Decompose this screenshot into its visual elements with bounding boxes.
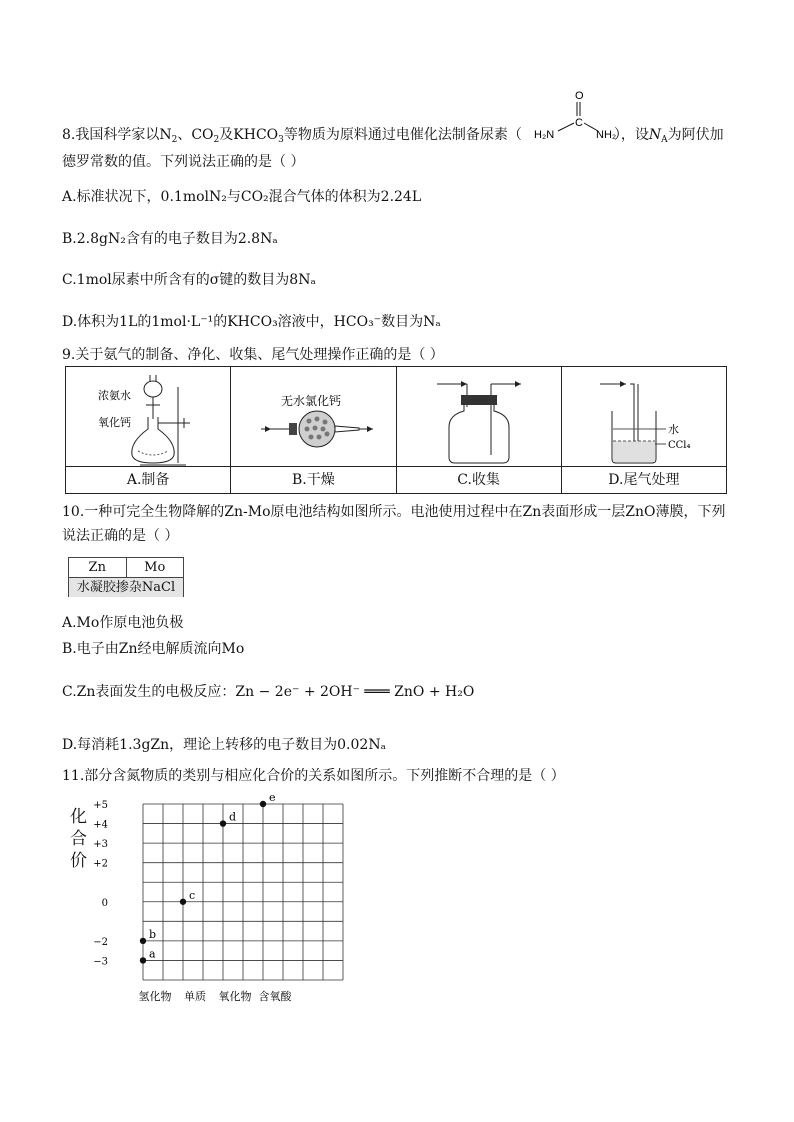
- data-point-e: [260, 801, 266, 807]
- tail-gas-absorption-drawing: [562, 367, 727, 469]
- q8-option-a: A.标准状况下，0.1molN₂与CO₂混合气体的体积为2.24L: [62, 189, 422, 205]
- urea-h2n-label: H₂N: [534, 129, 555, 141]
- q10-stem-line2: 说法正确的是（ ）: [62, 528, 179, 544]
- data-point-label-b: b: [149, 927, 157, 941]
- data-point-label-c: c: [189, 888, 196, 902]
- chart-y-ticks: [93, 800, 108, 967]
- y-tick-label: +5: [93, 800, 108, 811]
- chart-grid: [143, 804, 343, 980]
- flask-preparation-drawing: [66, 367, 231, 469]
- apparatus-table: [65, 366, 727, 494]
- x-category-label: 氧化物: [218, 990, 252, 1003]
- data-point-label-e: e: [269, 791, 276, 804]
- caption-b: B.干燥: [231, 466, 395, 493]
- data-point-label-d: d: [229, 810, 237, 824]
- label-ccl4: CCl₄: [667, 440, 691, 451]
- data-point-c: [180, 899, 186, 905]
- caption-a: A.制备: [66, 466, 230, 493]
- q10-option-c: C.Zn表面发生的电极反应：Zn − 2e⁻ + 2OH⁻ ═══ ZnO + H₂O: [62, 684, 475, 700]
- label-concentrated-ammonia: 浓氨水: [98, 389, 131, 402]
- data-point-a: [140, 957, 146, 963]
- data-point-b: [140, 938, 146, 944]
- data-point-d: [220, 820, 226, 826]
- y-tick-label: −3: [93, 956, 108, 968]
- urea-carbon-label: C: [575, 117, 583, 129]
- chart-points: [140, 791, 276, 964]
- urea-nh2-label: NH₂: [596, 129, 617, 141]
- q9-stem: 9.关于氨气的制备、净化、收集、尾气处理操作正确的是（ ）: [62, 347, 444, 363]
- data-point-label-a: a: [149, 947, 156, 961]
- q8-option-c: C.1mol尿素中所含有的σ键的数目为8Nₐ: [62, 272, 316, 288]
- q10-option-d: D.每消耗1.3gZn，理论上转移的电子数目为0.02Nₐ: [62, 737, 386, 753]
- nitrogen-valence-chart: [64, 791, 364, 1010]
- x-category-label: 含氧酸: [258, 990, 292, 1003]
- chart-y-axis-label: 化合价: [70, 807, 87, 871]
- label-water: 水: [667, 423, 679, 436]
- label-calcium-oxide: 氧化钙: [98, 416, 131, 429]
- caption-d: D.尾气处理: [562, 466, 726, 493]
- gas-collection-bottle-drawing: [397, 367, 562, 469]
- x-category-label: 氢化物: [138, 990, 172, 1003]
- q10-option-b: B.电子由Zn经电解质流向Mo: [62, 641, 245, 657]
- apparatus-cell-a: [66, 367, 231, 493]
- q8-option-b: B.2.8gN₂含有的电子数目为2.8Nₐ: [62, 231, 278, 247]
- y-tick-label: −2: [93, 936, 108, 948]
- q10-option-a: A.Mo作原电池负极: [62, 615, 184, 631]
- y-tick-label: +2: [93, 858, 108, 870]
- chart-x-ticks: [139, 989, 293, 1003]
- drying-tube-drawing: [231, 367, 396, 469]
- electrolyte-layer: 水凝胶掺杂NaCl: [69, 578, 183, 597]
- x-category-label: 单质: [184, 990, 206, 1003]
- q11-stem: 11.部分含氮物质的类别与相应化合价的关系如图所示。下列推断不合理的是（ ）: [62, 768, 565, 784]
- y-tick-label: +4: [93, 819, 108, 831]
- apparatus-cell-c: [397, 367, 562, 493]
- label-anhydrous-cacl2: 无水氯化钙: [281, 394, 342, 408]
- y-tick-label: 0: [101, 897, 108, 909]
- caption-c: C.收集: [397, 466, 561, 493]
- mo-electrode: Mo: [144, 560, 166, 575]
- urea-oxygen-label: O: [575, 90, 584, 102]
- q8-option-d: D.体积为1L的1mol·L⁻¹的KHCO₃溶液中，HCO₃⁻数目为Nₐ: [62, 314, 441, 330]
- apparatus-cell-b: [231, 367, 396, 493]
- zn-mo-battery-diagram: [68, 557, 184, 597]
- q10-stem-line1: 10.一种可完全生物降解的Zn-Mo原电池结构如图所示。电池使用过程中在Zn表面形成一层ZnO薄膜，下列: [62, 504, 726, 520]
- zn-electrode: Zn: [69, 558, 127, 577]
- apparatus-cell-d: [562, 367, 726, 493]
- urea-structure-diagram: [532, 86, 624, 142]
- q8-stem-line2: 德罗常数的值。下列说法正确的是（ ）: [62, 154, 305, 170]
- q8-stem-line1: 8.我国科学家以$N_2$、$CO_2$及$KHCO_3$等物质为原料通过电催化法制备尿素（ ），设$N_A$为阿伏加: [62, 127, 724, 145]
- y-tick-label: +3: [93, 839, 108, 851]
